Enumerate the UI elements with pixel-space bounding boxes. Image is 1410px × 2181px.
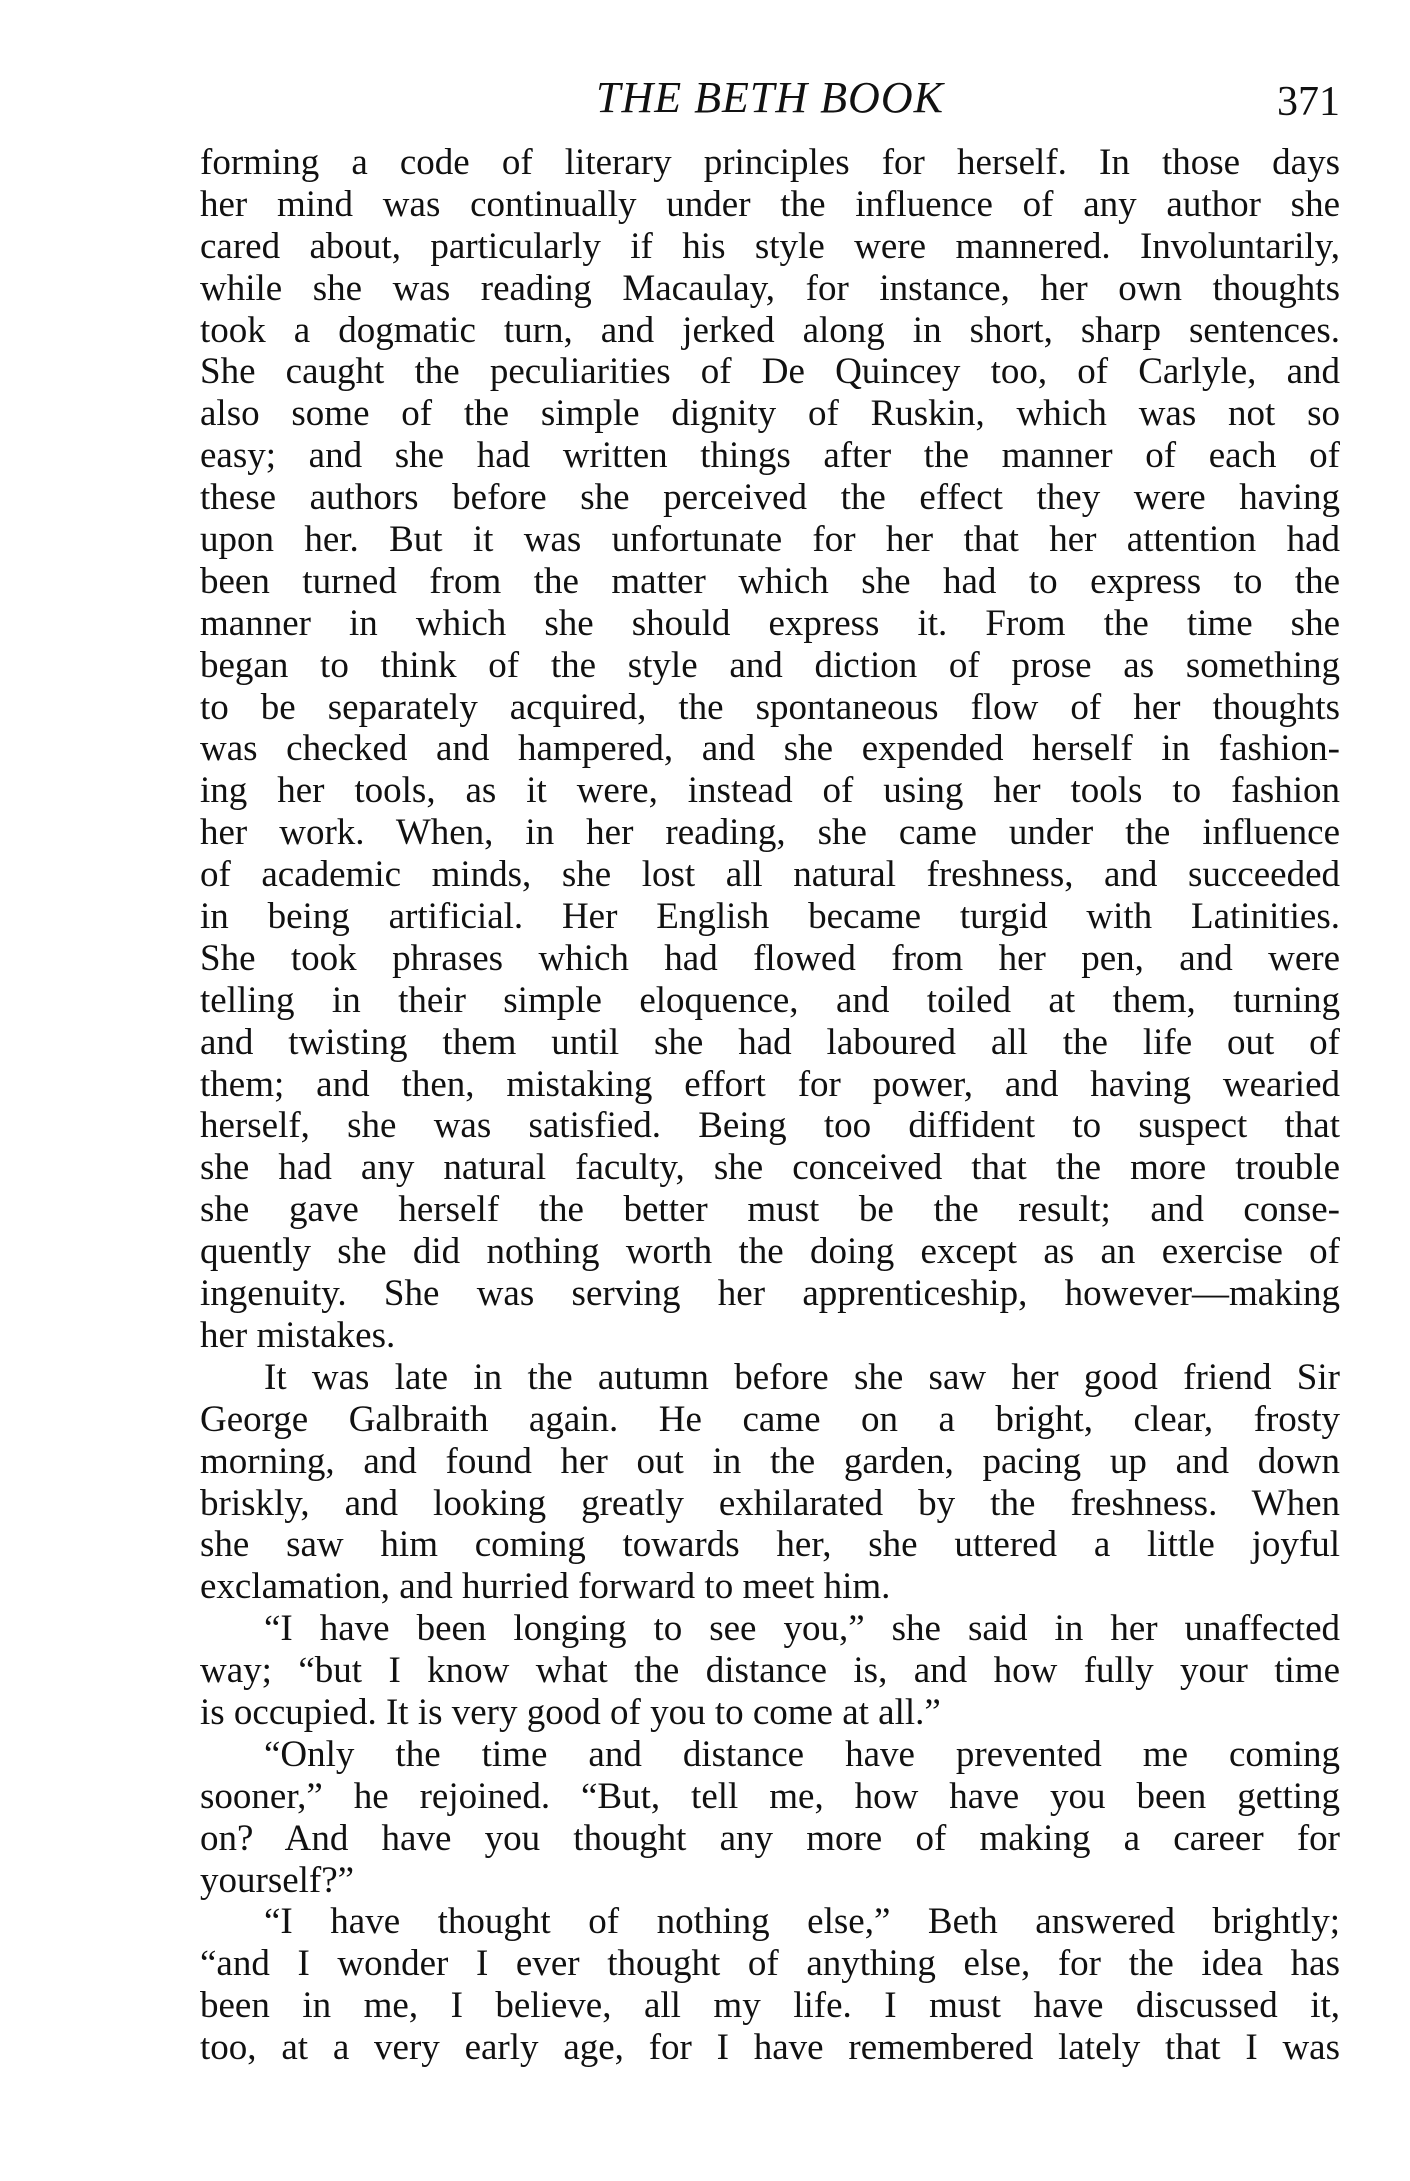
text-line: ing her tools, as it were, instead of using her tools to fashion (200, 770, 1340, 812)
text-line: George Galbraith again. He came on a bright, clear, frosty (200, 1398, 1340, 1440)
text-line: upon her. But it was unfortunate for her that her attention had (200, 519, 1340, 561)
text-line: She took phrases which had flowed from her pen, and were (200, 937, 1340, 979)
text-line: to be separately acquired, the spontaneous flow of her thoughts (200, 686, 1340, 728)
text-line: is occupied. It is very good of you to come at all.” (200, 1691, 941, 1733)
text-line: “Only the time and distance have prevented me coming (264, 1733, 1340, 1775)
running-head (200, 72, 1340, 132)
text-line: telling in their simple eloquence, and toiled at them, turning (200, 979, 1340, 1021)
text-line: these authors before she perceived the effect they were having (200, 477, 1340, 519)
text-line: She caught the peculiarities of De Quincey too, of Carlyle, and (200, 351, 1340, 393)
text-line: her mind was continually under the influence of any author she (200, 183, 1340, 225)
text-line: yourself?” (200, 1859, 355, 1901)
text-line: quently she did nothing worth the doing except as an exercise of (200, 1231, 1340, 1273)
text-line: way; “but I know what the distance is, and how fully your time (200, 1650, 1340, 1692)
text-line: began to think of the style and diction of prose as something (200, 644, 1340, 686)
text-line: ingenuity. She was serving her apprenticeship, however—making (200, 1273, 1340, 1315)
text-line: been in me, I believe, all my life. I must have discussed it, (200, 1985, 1340, 2027)
text-line: easy; and she had written things after the manner of each of (200, 435, 1340, 477)
text-line: morning, and found her out in the garden, pacing up and down (200, 1440, 1340, 1482)
text-line: forming a code of literary principles for herself. In those days (200, 142, 1340, 183)
text-line: was checked and hampered, and she expended herself in fashion- (200, 728, 1340, 770)
text-line: she had any natural faculty, she conceived that the more trouble (200, 1147, 1340, 1189)
text-line: herself, she was satisfied. Being too diffident to suspect that (200, 1105, 1340, 1147)
text-line: “I have thought of nothing else,” Beth answered brightly; (264, 1901, 1340, 1943)
text-line: took a dogmatic turn, and jerked along in short, sharp sentences. (200, 309, 1340, 351)
text-line: exclamation, and hurried forward to meet him. (200, 1566, 891, 1608)
text-line: sooner,” he rejoined. “But, tell me, how have you been getting (200, 1775, 1340, 1817)
text-line: too, at a very early age, for I have remembered lately that I was (200, 2027, 1340, 2069)
text-line: manner in which she should express it. From the time she (200, 602, 1340, 644)
text-line: “I have been longing to see you,” she said in her unaffected (264, 1608, 1340, 1650)
body-text (200, 142, 1340, 2069)
text-line: also some of the simple dignity of Ruskin, which was not so (200, 393, 1340, 435)
text-line: on? And have you thought any more of making a career for (200, 1817, 1340, 1859)
text-line: of academic minds, she lost all natural freshness, and succeeded (200, 854, 1340, 896)
text-line: she gave herself the better must be the result; and conse- (200, 1189, 1340, 1231)
text-line: in being artificial. Her English became turgid with Latinities. (200, 896, 1340, 938)
text-line: she saw him coming towards her, she uttered a little joyful (200, 1524, 1340, 1566)
text-line: briskly, and looking greatly exhilarated by the freshness. When (200, 1482, 1340, 1524)
text-line: while she was reading Macaulay, for instance, her own thoughts (200, 267, 1340, 309)
text-line: her mistakes. (200, 1314, 396, 1356)
page-number: 371 (1277, 79, 1340, 125)
text-line: her work. When, in her reading, she came under the influence (200, 812, 1340, 854)
text-line: them; and then, mistaking effort for power, and having wearied (200, 1063, 1340, 1105)
text-line: It was late in the autumn before she saw her good friend Sir (264, 1356, 1340, 1398)
text-line: “and I wonder I ever thought of anything else, for the idea has (200, 1943, 1340, 1985)
text-line: been turned from the matter which she had to express to the (200, 560, 1340, 602)
text-line: and twisting them until she had laboured all the life out of (200, 1021, 1340, 1063)
running-title: THE BETH BOOK (596, 73, 944, 122)
text-line: cared about, particularly if his style were mannered. Involuntarily, (200, 225, 1340, 267)
